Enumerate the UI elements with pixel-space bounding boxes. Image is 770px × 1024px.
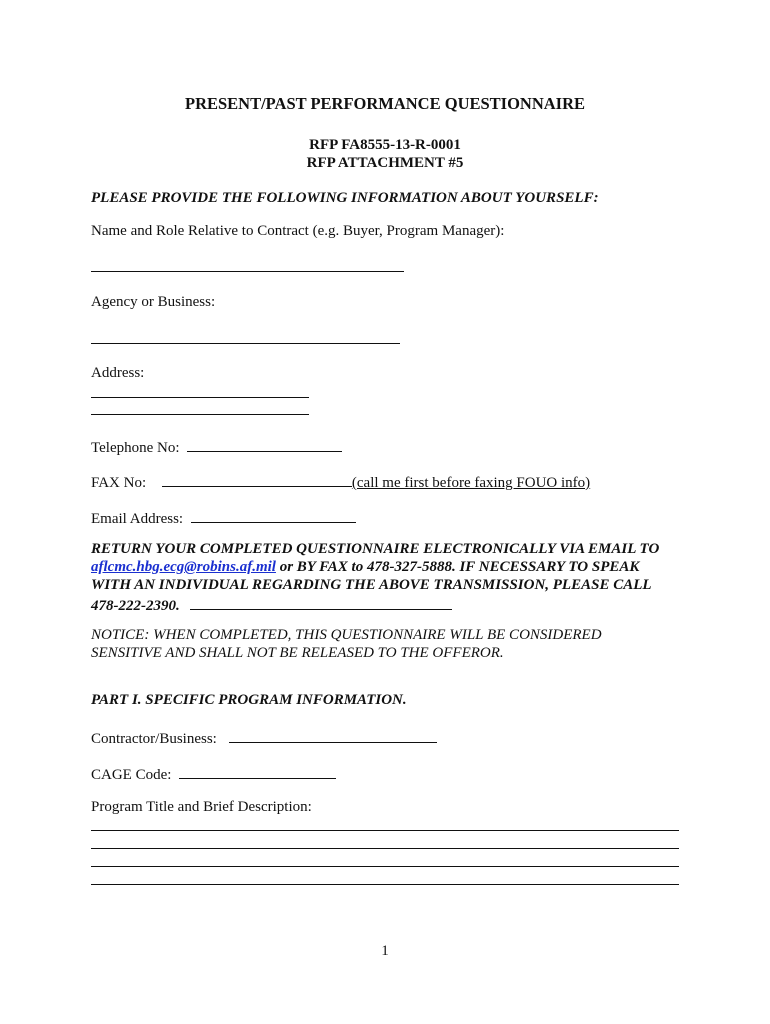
return-instructions-line-4	[91, 595, 452, 615]
page-number: 1	[381, 943, 389, 959]
contractor-field[interactable]	[229, 728, 437, 743]
cage-row	[91, 764, 336, 784]
part1-heading: PART I. SPECIFIC PROGRAM INFORMATION.	[91, 692, 407, 708]
rfp-number: RFP FA8555-13-R-0001	[309, 137, 461, 153]
cage-label: CAGE Code:	[91, 767, 172, 783]
email-field[interactable]	[191, 508, 356, 523]
contractor-label: Contractor/Business:	[91, 731, 217, 747]
page-title: PRESENT/PAST PERFORMANCE QUESTIONNAIRE	[184, 94, 586, 113]
email-label: Email Address:	[91, 511, 184, 527]
return-signature-field[interactable]	[190, 595, 452, 610]
name-role-field[interactable]	[91, 271, 404, 272]
program-description-line-4[interactable]	[91, 884, 679, 885]
fax-row	[91, 472, 590, 492]
telephone-label: Telephone No:	[91, 440, 180, 456]
return-instructions-line-1: RETURN YOUR COMPLETED QUESTIONNAIRE ELECTRONICALLY VIA EMAIL TO	[91, 541, 660, 557]
telephone-row	[91, 437, 342, 457]
rfp-attachment: RFP ATTACHMENT #5	[306, 155, 464, 171]
section-heading-about-yourself: PLEASE PROVIDE THE FOLLOWING INFORMATION ABOUT YOURSELF:	[91, 190, 599, 206]
email-row	[91, 508, 356, 528]
return-instructions-line-3: WITH AN INDIVIDUAL REGARDING THE ABOVE TRANSMISSION, PLEASE CALL	[91, 577, 652, 593]
telephone-field[interactable]	[187, 437, 342, 452]
address-label: Address:	[91, 365, 145, 381]
program-description-line-3[interactable]	[91, 866, 679, 867]
return-fax-text: or BY FAX to 478-327-5888. IF NECESSARY TO SPEAK	[275, 559, 640, 575]
return-instructions-line-2	[91, 559, 639, 576]
program-label: Program Title and Brief Description:	[91, 799, 312, 815]
address-field-line-2[interactable]	[91, 414, 309, 415]
return-phone: 478-222-2390.	[91, 598, 180, 614]
contractor-row	[91, 728, 437, 748]
program-description-line-2[interactable]	[91, 848, 679, 849]
address-field-line-1[interactable]	[91, 397, 309, 398]
agency-field[interactable]	[91, 343, 400, 344]
notice-line-1: NOTICE: WHEN COMPLETED, THIS QUESTIONNAIRE WILL BE CONSIDERED	[91, 627, 602, 643]
program-description-line-1[interactable]	[91, 830, 679, 831]
fax-label: FAX No:	[91, 475, 147, 491]
cage-field[interactable]	[179, 764, 336, 779]
fax-note: (call me first before faxing FOUO info)	[351, 475, 591, 491]
notice-line-2: SENSITIVE AND SHALL NOT BE RELEASED TO THE OFFEROR.	[91, 645, 504, 661]
agency-label: Agency or Business:	[91, 294, 216, 310]
name-role-label: Name and Role Relative to Contract (e.g. Buyer, Program Manager):	[91, 223, 505, 239]
return-email-link[interactable]: aflcmc.hbg.ecg@robins.af.mil	[91, 559, 276, 575]
fax-field[interactable]	[162, 472, 352, 487]
